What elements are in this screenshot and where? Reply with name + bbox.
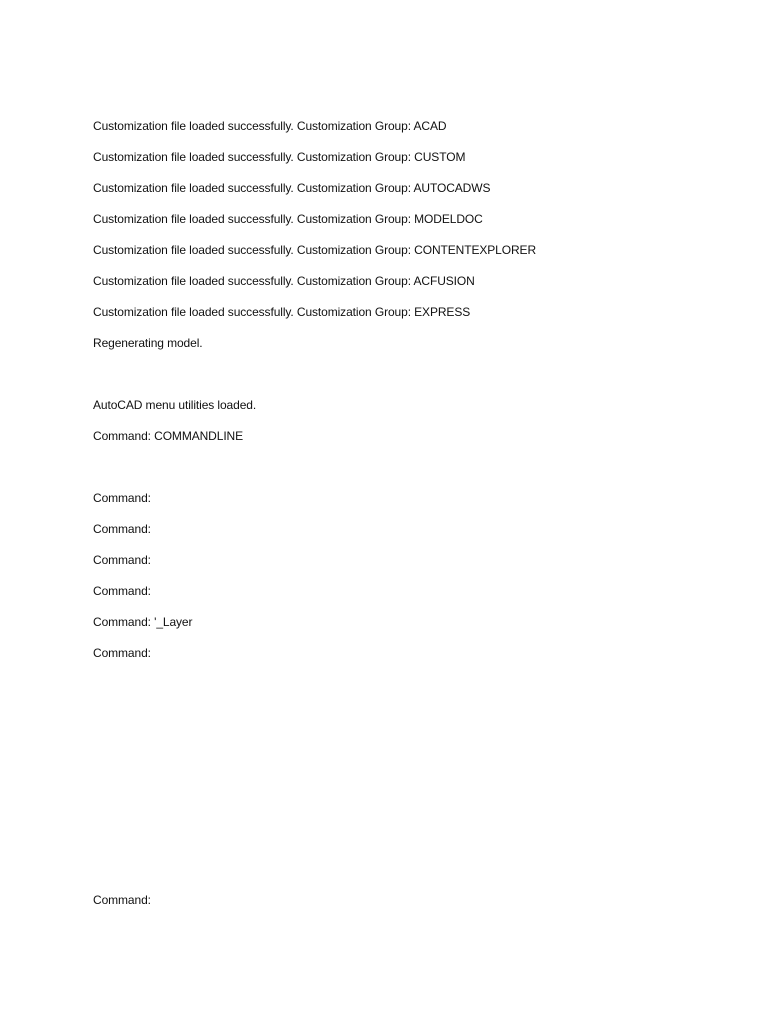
log-line-command-commandline: Command: COMMANDLINE (93, 429, 244, 443)
log-line-customization-autocadws: Customization file loaded successfully. Customization Group: AUTOCADWS (93, 181, 491, 195)
log-line-command: Command: (93, 584, 151, 598)
log-line-customization-contentexplorer: Customization file loaded successfully. Customization Group: CONTENTEXPLORER (93, 243, 537, 257)
log-line-customization-modeldoc: Customization file loaded successfully. Customization Group: MODELDOC (93, 212, 483, 226)
log-line-menu-utilities: AutoCAD menu utilities loaded. (93, 398, 257, 412)
log-line-regenerating-model: Regenerating model. (93, 336, 203, 350)
log-line-customization-acad: Customization file loaded successfully. Customization Group: ACAD (93, 119, 447, 133)
log-line-command-layer: Command: '_Layer (93, 615, 193, 629)
log-line-customization-express: Customization file loaded successfully. Customization Group: EXPRESS (93, 305, 471, 319)
log-line-command-final: Command: (93, 893, 151, 907)
log-line-command: Command: (93, 522, 151, 536)
log-line-customization-acfusion: Customization file loaded successfully. Customization Group: ACFUSION (93, 274, 475, 288)
log-line-customization-custom: Customization file loaded successfully. Customization Group: CUSTOM (93, 150, 466, 164)
log-line-command: Command: (93, 491, 151, 505)
log-line-command: Command: (93, 646, 151, 660)
log-line-command: Command: (93, 553, 151, 567)
